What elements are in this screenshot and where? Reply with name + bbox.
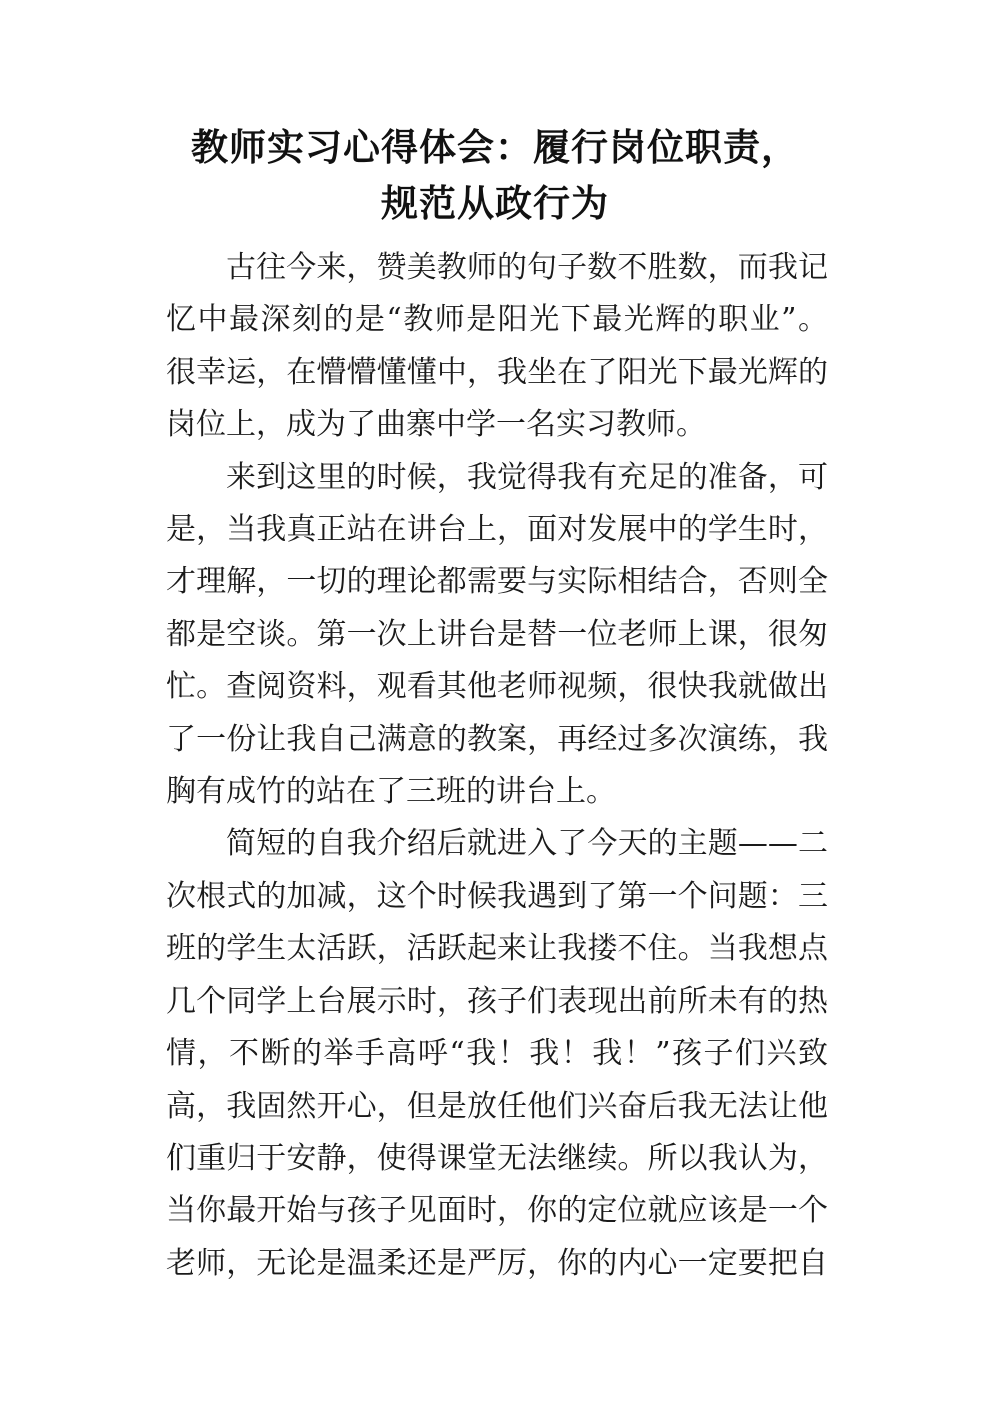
paragraph-line: 古往今来，赞美教师的句子数不胜数，而我记 [226, 250, 828, 285]
paragraph-line: 情，不断的举手高呼“我！我！我！”孩子们兴致 [166, 1036, 828, 1072]
paragraph-line: 当你最开始与孩子见面时，你的定位就应该是一个 [166, 1193, 828, 1229]
paragraph-line: 高，我固然开心，但是放任他们兴奋后我无法让他 [166, 1088, 828, 1124]
paragraph-3 [166, 818, 828, 1290]
paragraph-line: 很幸运，在懵懵懂懂中，我坐在了阳光下最光辉的 [166, 354, 828, 390]
paragraph-line: 岗位上，成为了曲寨中学一名实习教师。 [166, 407, 706, 443]
paragraph-line: 来到这里的时候，我觉得我有充足的准备，可 [226, 459, 828, 495]
paragraph-2 [166, 452, 828, 819]
paragraph-line: 了一份让我自己满意的教案，再经过多次演练，我 [166, 721, 828, 757]
title-line-1: 教师实习心得体会：履行岗位职责， [191, 126, 799, 169]
paragraph-line: 才理解，一切的理论都需要与实际相结合，否则全 [166, 564, 828, 600]
document-body [166, 242, 828, 1290]
paragraph-line: 简短的自我介绍后就进入了今天的主题——二 [226, 826, 828, 862]
paragraph-line: 忆中最深刻的是“教师是阳光下最光辉的职业”。 [166, 302, 828, 338]
paragraph-line: 都是空谈。第一次上讲台是替一位老师上课，很匆 [166, 616, 828, 652]
title-line-2: 规范从政行为 [381, 182, 609, 225]
document-title [150, 120, 840, 232]
paragraph-line: 们重归于安静，使得课堂无法继续。所以我认为， [166, 1140, 828, 1176]
paragraph-line: 是，当我真正站在讲台上，面对发展中的学生时， [166, 512, 828, 548]
paragraph-line: 几个同学上台展示时，孩子们表现出前所未有的热 [166, 983, 828, 1019]
paragraph-line: 老师，无论是温柔还是严厉，你的内心一定要把自 [166, 1245, 828, 1281]
paragraph-line: 次根式的加减，这个时候我遇到了第一个问题：三 [166, 878, 828, 914]
paragraph-1 [166, 242, 828, 452]
paragraph-line: 胸有成竹的站在了三班的讲台上。 [166, 774, 616, 810]
paragraph-line: 忙。查阅资料，观看其他老师视频，很快我就做出 [166, 669, 828, 705]
paragraph-line: 班的学生太活跃，活跃起来让我搂不住。当我想点 [166, 931, 828, 967]
